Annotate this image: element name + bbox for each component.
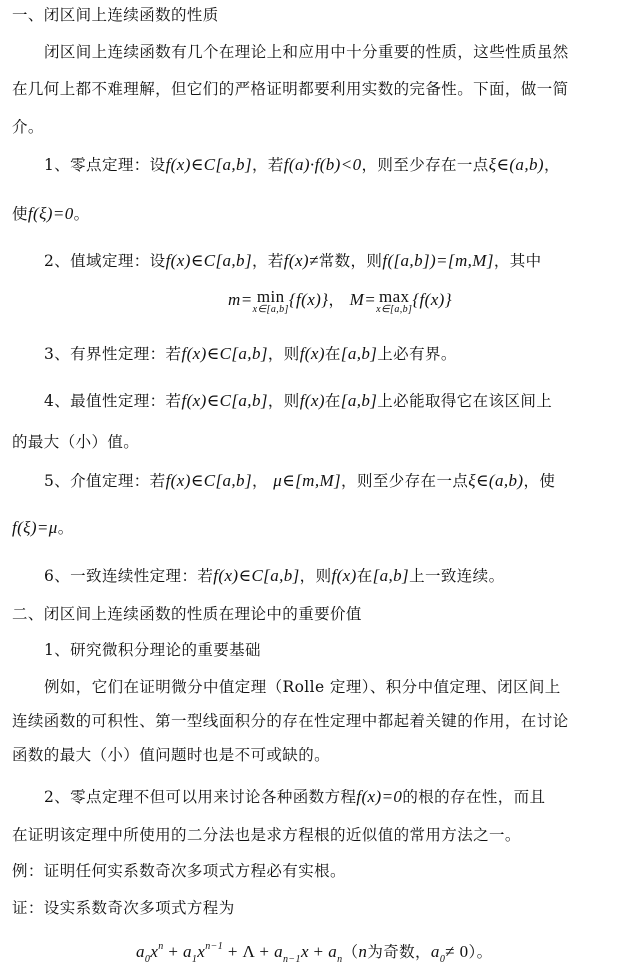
formula: f(x)∈C[a,b]: [165, 155, 252, 174]
formula: f([a,b])=[m,M]: [382, 251, 494, 270]
theorem-1-line-2: 使f(ξ)=0。: [12, 204, 90, 223]
theorem-2-line-1: 2、值域定理：设f(x)∈C[a,b]，若f(x)≠常数，则f([a,b])=[m,M]，其中: [44, 251, 542, 270]
formula: f(x)∈C[a,b]: [181, 391, 268, 410]
formula: f(ξ)=0: [27, 204, 74, 223]
formula: f(ξ)=μ: [12, 518, 58, 537]
theorem-3: 3、有界性定理：若f(x)∈C[a,b]，则f(x)在[a,b]上必有界。: [44, 344, 457, 363]
example-statement: 例：证明任何实系数奇次多项式方程必有实根。: [12, 862, 346, 880]
formula: f(x)∈C[a,b]: [213, 566, 300, 585]
formula: ξ∈(a,b): [488, 155, 544, 174]
formula: [a,b]: [340, 391, 378, 410]
min-operator: min x∈[a,b]: [252, 287, 289, 315]
intro-line-1: 闭区间上连续函数有几个在理论上和应用中十分重要的性质，这些性质虽然: [44, 43, 569, 61]
formula: f(a)·f(b)<0: [283, 155, 362, 174]
formula: f(x)∈C[a,b]: [165, 251, 252, 270]
paragraph-2-line-1: 2、零点定理不但可以用来讨论各种函数方程f(x)=0的根的存在性，而且: [44, 787, 546, 806]
section2-heading: 二、闭区间上连续函数的性质在理论中的重要价值: [12, 605, 362, 623]
paragraph-2-line-2: 在证明该定理中所使用的二分法也是求方程根的近似值的常用方法之一。: [12, 826, 521, 844]
subheading-1: 1、研究微积分理论的重要基础: [44, 641, 261, 659]
intro-line-3: 介。: [12, 118, 44, 136]
formula: μ∈[m,M]: [273, 471, 342, 490]
theorem-5-line-1: 5、介值定理：若f(x)∈C[a,b]， μ∈[m,M]，则至少存在一点ξ∈(a,b)，使: [44, 471, 556, 490]
formula: [a,b]: [372, 566, 410, 585]
formula: f(x): [331, 566, 357, 585]
theorem-5-line-2: f(ξ)=μ。: [12, 518, 74, 537]
paragraph-1-line-3: 函数的最大（小）值问题时也是不可或缺的。: [12, 746, 331, 764]
formula: f(x)=0: [356, 787, 403, 806]
formula: f(x)≠: [283, 251, 319, 270]
max-operator: max x∈[a,b]: [376, 287, 413, 315]
theorem-4-line-2: 的最大（小）值。: [12, 433, 140, 451]
paragraph-1-line-1: 例如，它们在证明微分中值定理（Rolle 定理）、积分中值定理、闭区间上: [44, 678, 561, 696]
formula: [a,b]: [340, 344, 378, 363]
theorem-1-line-1: 1、零点定理：设f(x)∈C[a,b]，若f(a)·f(b)<0，则至少存在一点ξ∈(a,b)，: [44, 155, 560, 174]
theorem-2-formula: m= min x∈[a,b] {f(x)}， M= max x∈[a,b] {f(x)}: [228, 287, 452, 315]
formula: ξ∈(a,b): [468, 471, 524, 490]
proof-intro: 证：设实系数奇次多项式方程为: [12, 899, 235, 917]
theorem-4-line-1: 4、最值性定理：若f(x)∈C[a,b]，则f(x)在[a,b]上必能取得它在该区间上: [44, 391, 553, 410]
formula: f(x)∈C[a,b]: [165, 471, 252, 490]
section1-heading: 一、闭区间上连续函数的性质: [12, 6, 219, 24]
formula: f(x)∈C[a,b]: [181, 344, 268, 363]
formula: f(x): [299, 391, 325, 410]
polynomial-equation: $a_0x^n + a_1x^{n-1} + \Lambda + a_{n-1}x + a_n(n$为奇数，$a_0\ne 0$）。: [136, 941, 493, 965]
theorem-6: 6、一致连续性定理：若f(x)∈C[a,b]，则f(x)在[a,b]上一致连续。: [44, 566, 505, 585]
intro-line-2: 在几何上都不难理解，但它们的严格证明都要利用实数的完备性。下面，做一简: [12, 80, 569, 98]
formula: f(x): [299, 344, 325, 363]
paragraph-1-line-2: 连续函数的可积性、第一型线面积分的存在性定理中都起着关键的作用，在讨论: [12, 712, 569, 730]
